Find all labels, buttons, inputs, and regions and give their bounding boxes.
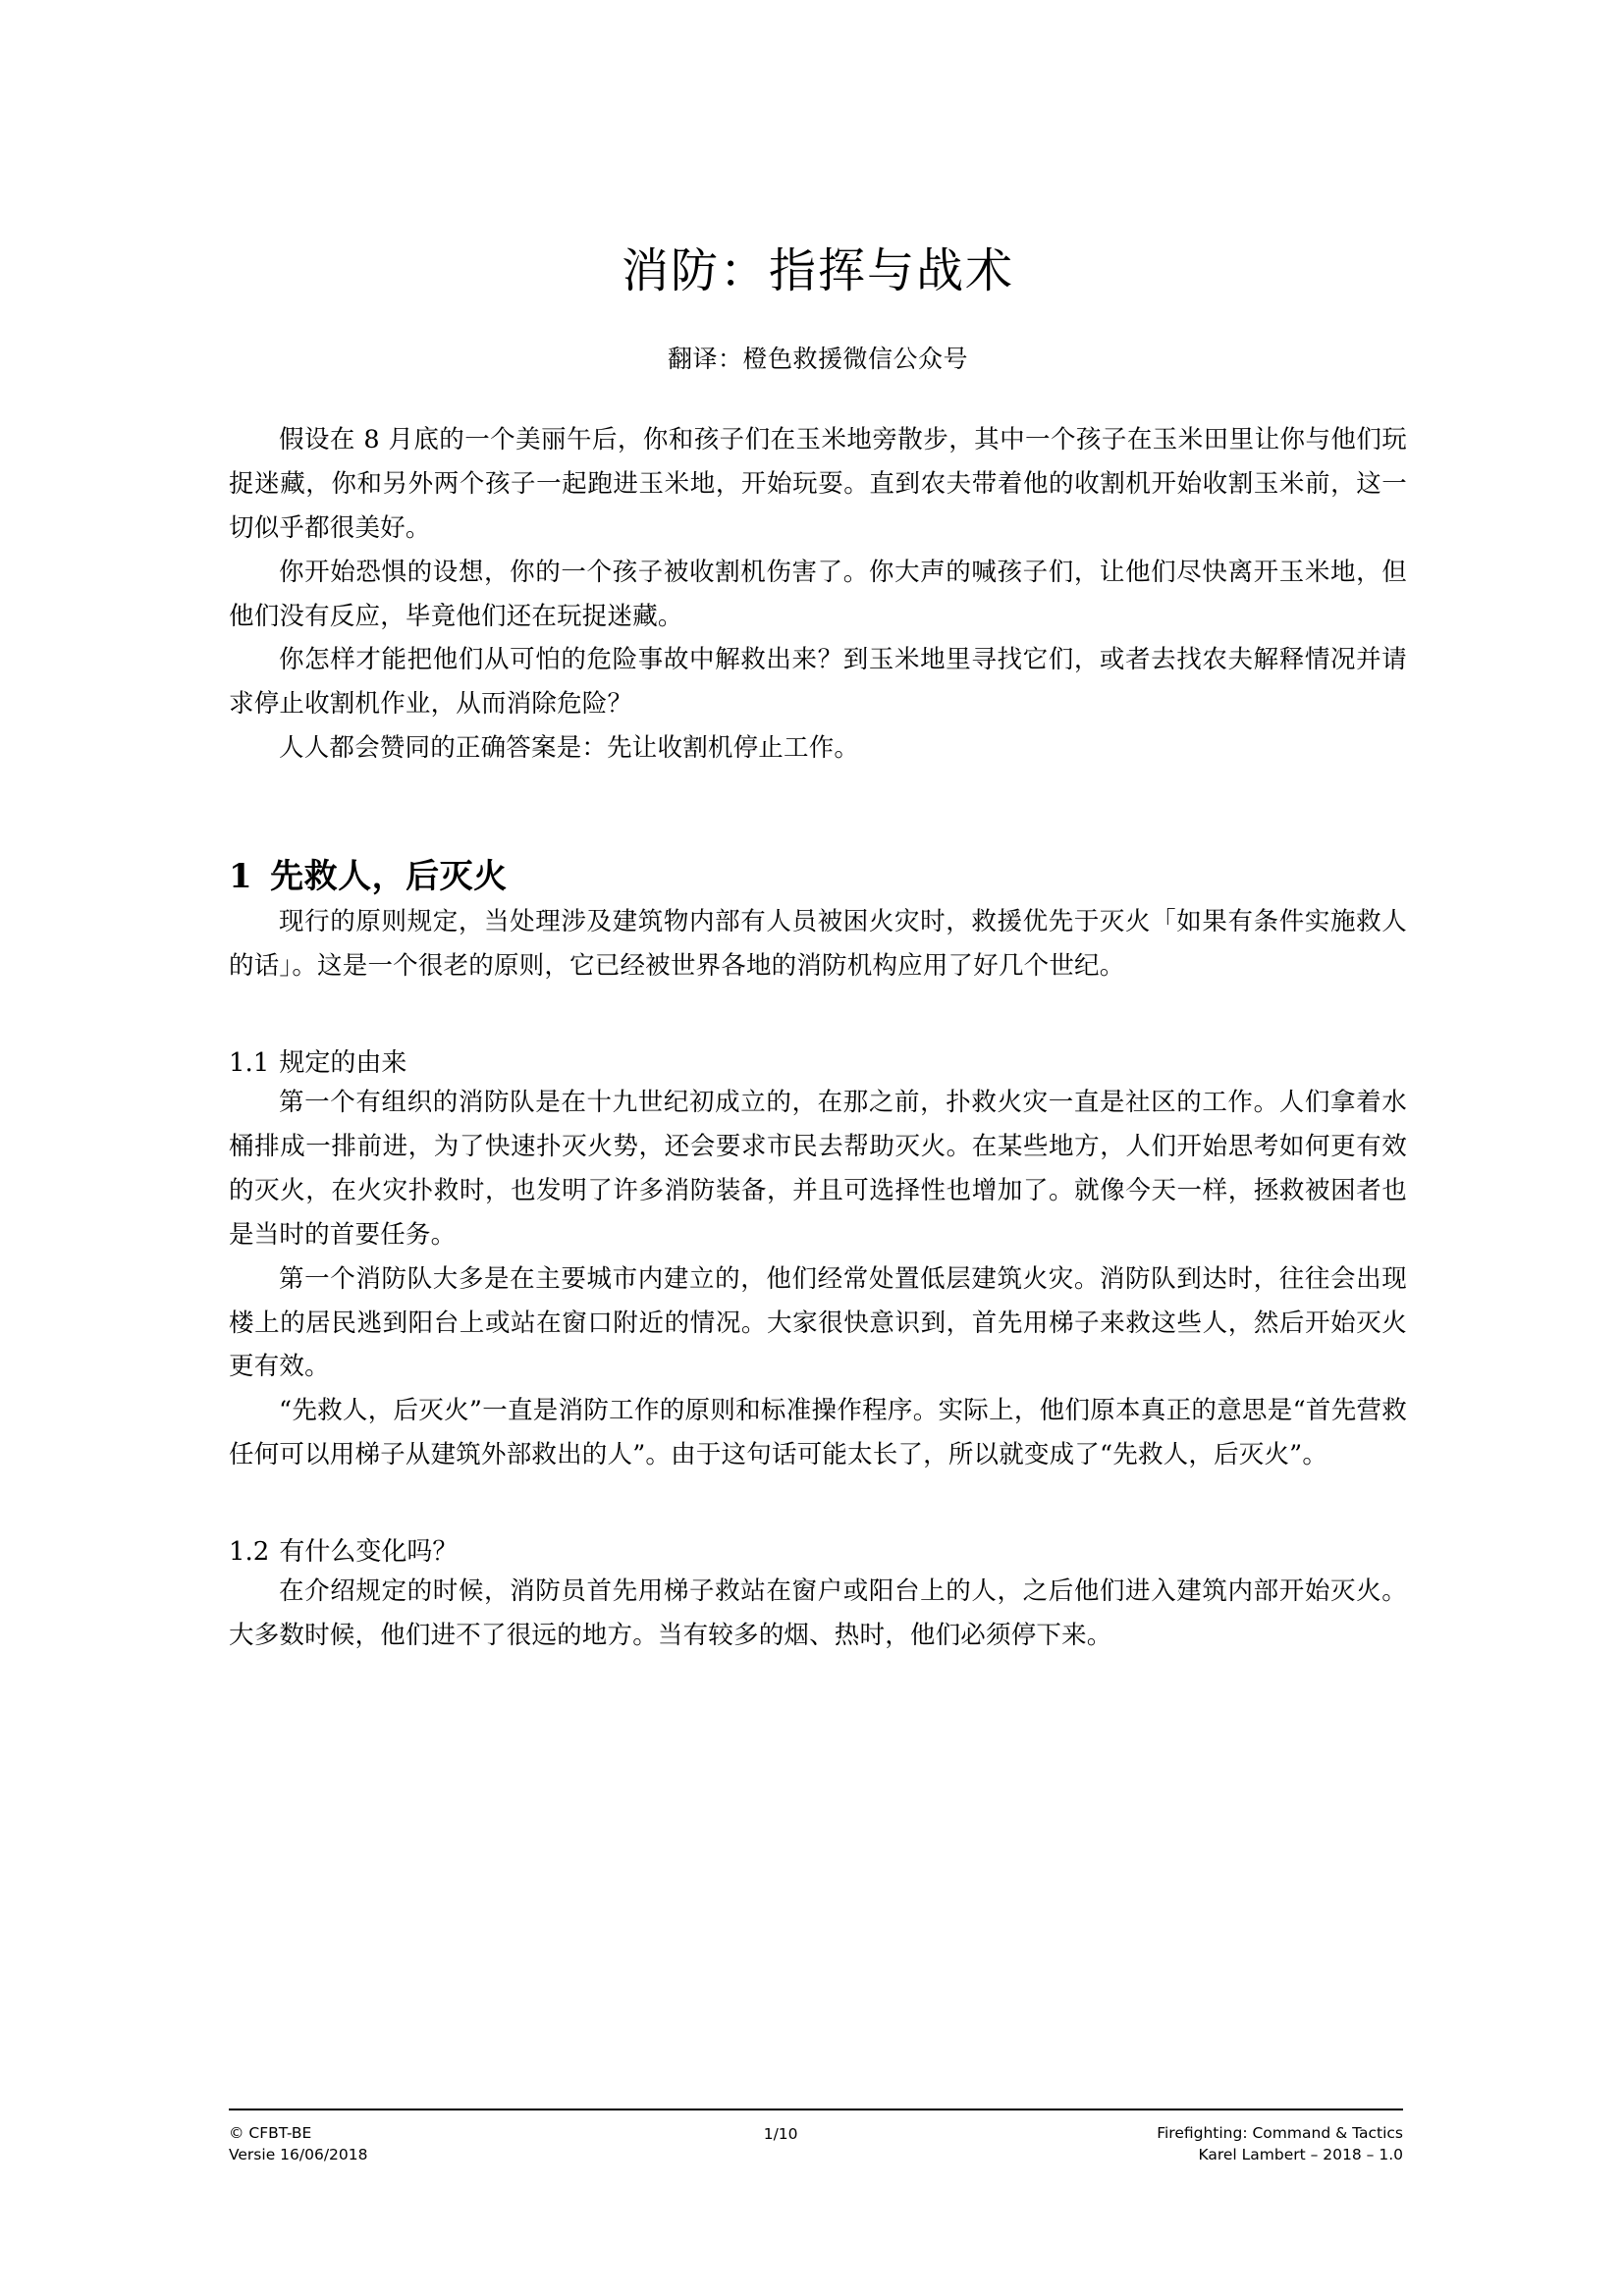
subsection-number: 1.1 (229, 1047, 270, 1078)
intro-paragraphs (229, 418, 1407, 771)
paragraph: 你开始恐惧的设想，你的一个孩子被收割机伤害了。你大声的喊孩子们，让他们尽快离开玉米地，但他们没有反应，毕竟他们还在玩捉迷藏。 (229, 557, 1407, 631)
footer-center (664, 2122, 898, 2145)
footer-version: Versie 16/06/2018 (229, 2146, 368, 2164)
footer-right (957, 2122, 1403, 2166)
paragraph: 在介绍规定的时候，消防员首先用梯子救站在窗户或阳台上的人，之后他们进入建筑内部开始灭火。大多数时候，他们进不了很远的地方。当有较多的烟、热时，他们必须停下来。 (229, 1576, 1407, 1651)
document-subtitle: 翻译：橙色救援微信公众号 (667, 344, 968, 373)
subsection-heading-1-2 (229, 1477, 1407, 1570)
paragraph: 现行的原则规定，当处理涉及建筑物内部有人员被困火灾时，救援优先于灭火「如果有条件实施救人的话」。这是一个很老的原则，它已经被世界各地的消防机构应用了好几个世纪。 (229, 906, 1407, 981)
page-content (229, 0, 1407, 1658)
subsection-number: 1.2 (229, 1537, 270, 1567)
page-number: 1/10 (763, 2125, 798, 2143)
paragraph: 第一个有组织的消防队是在十九世纪初成立的，在那之前，扑救火灾一直是社区的工作。人们拿着水桶排成一排前进，为了快速扑灭火势，还会要求市民去帮助灭火。在某些地方，人们开始思考如何更有效的灭火，在火灾扑救时，也发明了许多消防装备，并且可选择性也增加了。就像今天一样，拯救被困者也是当时的首要任务。 (229, 1088, 1407, 1250)
paragraph: “先救人，后灭火”一直是消防工作的原则和标准操作程序。实际上，他们原本真正的意思是“首先营救任何可以用梯子从建筑外部救出的人”。由于这句话可能太长了，所以就变成了“先救人，后灭火”。 (229, 1396, 1407, 1470)
paragraph: 你怎样才能把他们从可怕的危险事故中解救出来？到玉米地里寻找它们，或者去找农夫解释情况并请求停止收割机作业，从而消除危险？ (229, 645, 1407, 720)
footer-copyright: © CFBT-BE (229, 2124, 312, 2142)
paragraph: 假设在 8 月底的一个美丽午后，你和孩子们在玉米地旁散步，其中一个孩子在玉米田里让你与他们玩捉迷藏，你和另外两个孩子一起跑进玉米地，开始玩耍。直到农夫带着他的收割机开始收割玉米前，这一切似乎都很美好。 (229, 425, 1407, 543)
subsection-title: 规定的由来 (279, 1047, 407, 1078)
footer-author: Karel Lambert – 2018 – 1.0 (1198, 2146, 1403, 2164)
footer-doc-title: Firefighting: Command & Tactics (1157, 2124, 1403, 2142)
footer-left (229, 2122, 605, 2166)
subsection-title: 有什么变化吗？ (279, 1537, 459, 1567)
subsection-heading-1-1 (229, 988, 1407, 1081)
section-number: 1 (229, 857, 253, 897)
paragraph: 人人都会赞同的正确答案是：先让收割机停止工作。 (279, 733, 860, 764)
page-title: 消防：指挥与战术 (621, 243, 1014, 298)
page-footer (229, 2109, 1403, 2166)
paragraph: 第一个消防队大多是在主要城市内建立的，他们经常处置低层建筑火灾。消防队到达时，往往会出现楼上的居民逃到阳台上或站在窗口附近的情况。大家很快意识到，首先用梯子来救这些人，然后开始灭火更有效。 (229, 1263, 1407, 1382)
footer-columns (229, 2110, 1403, 2166)
section-title: 先救人，后灭火 (270, 857, 508, 897)
section-heading-1 (229, 771, 1407, 900)
